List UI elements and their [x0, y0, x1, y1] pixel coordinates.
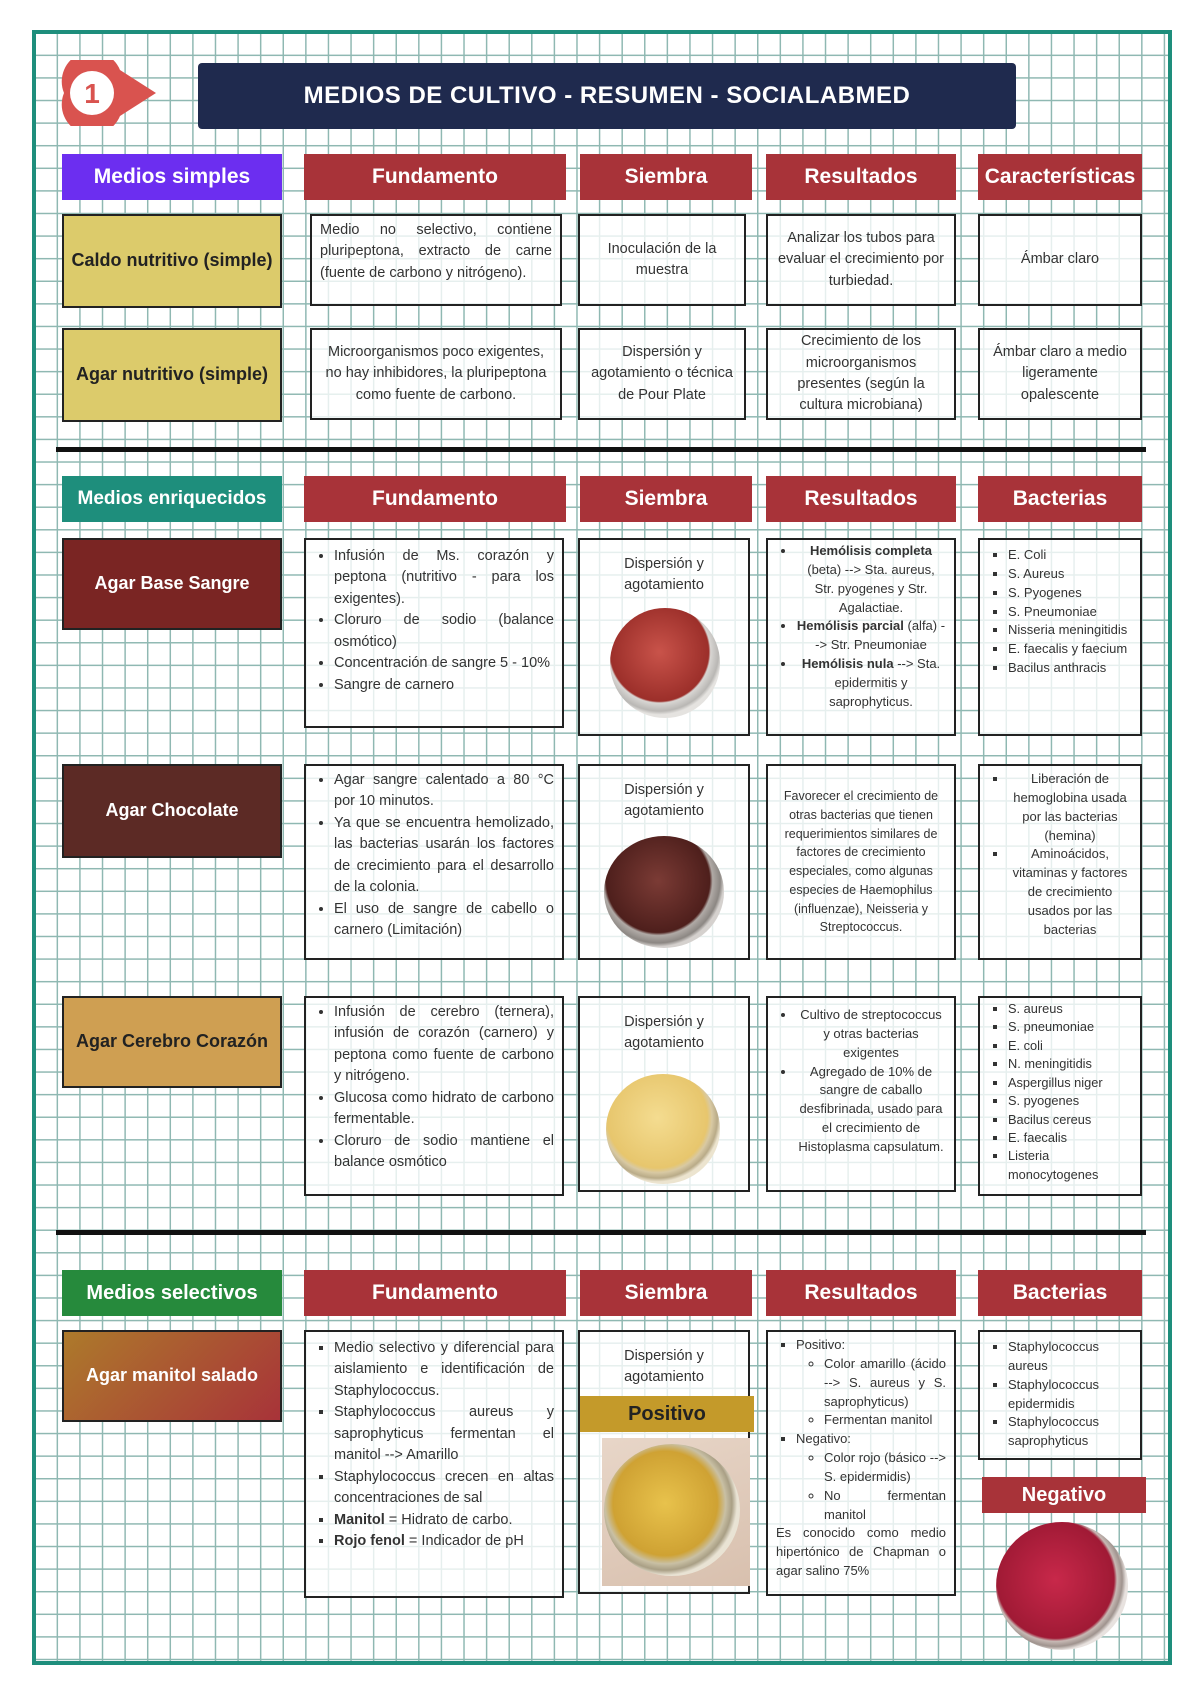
- cerebro-bacterias: [978, 996, 1142, 1196]
- list-item: ◦ Fermentan manitol: [824, 1411, 946, 1430]
- chocolate-fundamento: [304, 764, 564, 960]
- list-item: ▪ Staphylococcus aureus: [1008, 1338, 1132, 1376]
- list-item: ▪ Staphylococcus saprophyticus: [1008, 1413, 1132, 1451]
- list-item: ▪ Nisseria meningitidis: [1008, 621, 1132, 640]
- bhi-agar-plate-image: [606, 1074, 720, 1184]
- list-item: ◦ No fermentan manitol: [824, 1487, 946, 1525]
- list-item: • Agar sangre calentado a 80 °C por 10 minutos.: [334, 770, 554, 813]
- page-title: MEDIOS DE CULTIVO - RESUMEN - SOCIALABMED: [198, 63, 1016, 129]
- list-item: ▪ Staphylococcus crecen en altas concentraciones de sal: [334, 1467, 554, 1510]
- list-item: ▪ Staphylococcus aureus y saprophyticus fermentan el manitol --> Amarillo: [334, 1402, 554, 1466]
- list-item: ▪ N. meningitidis: [1008, 1055, 1132, 1073]
- list-item: • El uso de sangre de cabello o carnero (Limitación): [334, 899, 554, 942]
- base-sangre-fundamento: [304, 538, 564, 728]
- list-item: • Hemólisis parcial (alfa) --> Str. Pneumoniae: [796, 617, 946, 655]
- cerebro-resultados: [766, 996, 956, 1192]
- positivo-label: Positivo: [580, 1396, 754, 1432]
- row-name-agar-cerebro-corazon: Agar Cerebro Corazón: [62, 996, 282, 1088]
- caldo-caracteristicas: Ámbar claro: [978, 214, 1142, 306]
- col-bacterias: Bacterias: [978, 1270, 1142, 1316]
- list-item: ▪ E. faecalis y faecium: [1008, 640, 1132, 659]
- caldo-resultados: Analizar los tubos para evaluar el crecimiento por turbiedad.: [766, 214, 956, 306]
- cerebro-fundamento: [304, 996, 564, 1196]
- caldo-siembra: Inoculación de la muestra: [578, 214, 746, 306]
- list-item: ▪ Aminoácidos, vitaminas y factores de crecimiento usados por las bacterias: [1008, 845, 1132, 939]
- col-bacterias: Bacterias: [978, 476, 1142, 522]
- caldo-fundamento: Medio no selectivo, contiene pluripeptona, extracto de carne (fuente de carbono y nitrógeno).: [310, 214, 562, 306]
- section-divider: [56, 1230, 1146, 1235]
- col-fundamento: Fundamento: [304, 1270, 566, 1316]
- col-siembra: Siembra: [580, 154, 752, 200]
- list-item: • Hemólisis nula --> Sta. epidermitis y saprophyticus.: [796, 655, 946, 712]
- list-item: • Hemólisis completa (beta) --> Sta. aureus, Str. pyogenes y Str. Agalactiae.: [796, 542, 946, 617]
- siembra-text: Dispersión y agotamiento: [624, 1014, 704, 1052]
- list-item: ▪ Medio selectivo y diferencial para aislamiento e identificación de Staphylococcus.: [334, 1338, 554, 1402]
- col-fundamento: Fundamento: [304, 154, 566, 200]
- chocolate-bacterias: [978, 764, 1142, 960]
- section-title-enriquecidos: Medios enriquecidos: [62, 476, 282, 522]
- list-item: ▪ Bacilus cereus: [1008, 1111, 1132, 1129]
- section-title-simples: Medios simples: [62, 154, 282, 200]
- list-item: ▪ S. Aureus: [1008, 565, 1132, 584]
- list-item: ▪ Staphylococcus epidermidis: [1008, 1376, 1132, 1414]
- siembra-text: Dispersión y agotamiento: [624, 1348, 704, 1386]
- list-item: ▪ S. Pyogenes: [1008, 584, 1132, 603]
- row-name-caldo: Caldo nutritivo (simple): [62, 214, 282, 308]
- agar-nutritivo-caracteristicas: Ámbar claro a medio ligeramente opalescente: [978, 328, 1142, 420]
- row-name-agar-nutritivo: Agar nutritivo (simple): [62, 328, 282, 422]
- list-item: ▪ Liberación de hemoglobina usada por las bacterias (hemina): [1008, 770, 1132, 845]
- siembra-text: Dispersión y agotamiento: [624, 782, 704, 820]
- list-item: ▪ Aspergillus niger: [1008, 1074, 1132, 1092]
- chocolate-agar-plate-image: [604, 836, 724, 948]
- col-resultados: Resultados: [766, 476, 956, 522]
- list-item: • Cloruro de sodio (balance osmótico): [334, 610, 554, 653]
- col-siembra: Siembra: [580, 476, 752, 522]
- base-sangre-bacterias: [978, 538, 1142, 736]
- list-item: ◦ Color rojo (básico --> S. epidermidis): [824, 1449, 946, 1487]
- list-item: ▪ S. pyogenes: [1008, 1092, 1132, 1110]
- list-item: • Sangre de carnero: [334, 675, 554, 696]
- blood-agar-plate-image: [610, 608, 720, 718]
- manitol-fundamento: [304, 1330, 564, 1598]
- list-item: • Glucosa como hidrato de carbono fermentable.: [334, 1088, 554, 1131]
- manitol-note: Es conocido como medio hipertónico de Chapman o agar salino 75%: [776, 1525, 946, 1579]
- list-item: ▪ Bacilus anthracis: [1008, 659, 1132, 678]
- list-item: • Agregado de 10% de sangre de caballo desfibrinada, usado para el crecimiento de Histoplasma capsulatum.: [796, 1063, 946, 1157]
- list-item: ▪ E. Coli: [1008, 546, 1132, 565]
- section-title-selectivos: Medios selectivos: [62, 1270, 282, 1316]
- col-siembra: Siembra: [580, 1270, 752, 1316]
- chocolate-resultados: Favorecer el crecimiento de otras bacterias que tienen requerimientos similares de factores de crecimiento especiales, como algunas especies de Haemophilus (influenzae), Neisseria y Streptococcus.: [766, 764, 956, 960]
- manitol-bacterias: [978, 1330, 1142, 1460]
- section-divider: [56, 447, 1146, 452]
- col-fundamento: Fundamento: [304, 476, 566, 522]
- list-item: ▪ Manitol = Hidrato de carbo.: [334, 1510, 554, 1531]
- agar-nutritivo-siembra: Dispersión y agotamiento o técnica de Pour Plate: [578, 328, 746, 420]
- base-sangre-resultados: [766, 538, 956, 736]
- col-caracteristicas: Características: [978, 154, 1142, 200]
- list-item: ▪ S. Pneumoniae: [1008, 603, 1132, 622]
- manitol-resultados: [766, 1330, 956, 1596]
- list-item: ◦ Color amarillo (ácido --> S. aureus y S. saprophyticus): [824, 1355, 946, 1412]
- page-number-badge: [56, 60, 166, 126]
- manitol-negative-plate-image: [996, 1522, 1128, 1650]
- svg-text:1: 1: [84, 78, 100, 109]
- row-name-agar-base-sangre: Agar Base Sangre: [62, 538, 282, 630]
- list-item: • Concentración de sangre 5 - 10%: [334, 653, 554, 674]
- negativo-label: Negativo: [982, 1477, 1146, 1513]
- list-item: ▪ Positivo: ◦ Color amarillo (ácido --> S. aureus y S. saprophyticus) ◦ Fermentan manitol: [796, 1336, 946, 1430]
- list-item: ▪ E. coli: [1008, 1037, 1132, 1055]
- siembra-text: Dispersión y agotamiento: [624, 556, 704, 594]
- list-item: • Infusión de cerebro (ternera), infusión de corazón (carnero) y peptona como fuente de carbono y nitrógeno.: [334, 1002, 554, 1088]
- list-item: ▪ Listeria monocytogenes: [1008, 1147, 1132, 1184]
- agar-nutritivo-fundamento: Microorganismos poco exigentes, no hay inhibidores, la pluripeptona como fuente de carbono.: [310, 328, 562, 420]
- list-item: ▪ S. aureus: [1008, 1000, 1132, 1018]
- manitol-positive-plate-image: [604, 1444, 740, 1576]
- list-item: ▪ E. faecalis: [1008, 1129, 1132, 1147]
- row-name-agar-manitol-salado: Agar manitol salado: [62, 1330, 282, 1422]
- col-resultados: Resultados: [766, 1270, 956, 1316]
- list-item: • Cloruro de sodio mantiene el balance osmótico: [334, 1131, 554, 1174]
- agar-nutritivo-resultados: Crecimiento de los microorganismos presentes (según la cultura microbiana): [766, 328, 956, 420]
- list-item: • Cultivo de streptococcus y otras bacterias exigentes: [796, 1006, 946, 1063]
- row-name-agar-chocolate: Agar Chocolate: [62, 764, 282, 858]
- list-item: ▪ Rojo fenol = Indicador de pH: [334, 1531, 554, 1552]
- list-item: ▪ Negativo: ◦ Color rojo (básico --> S. epidermidis) ◦ No fermentan manitol: [796, 1430, 946, 1524]
- col-resultados: Resultados: [766, 154, 956, 200]
- list-item: • Ya que se encuentra hemolizado, las bacterias usarán los factores de crecimiento para el desarrollo de la colonia.: [334, 813, 554, 899]
- list-item: ▪ S. pneumoniae: [1008, 1018, 1132, 1036]
- list-item: • Infusión de Ms. corazón y peptona (nutritivo - para los exigentes).: [334, 546, 554, 610]
